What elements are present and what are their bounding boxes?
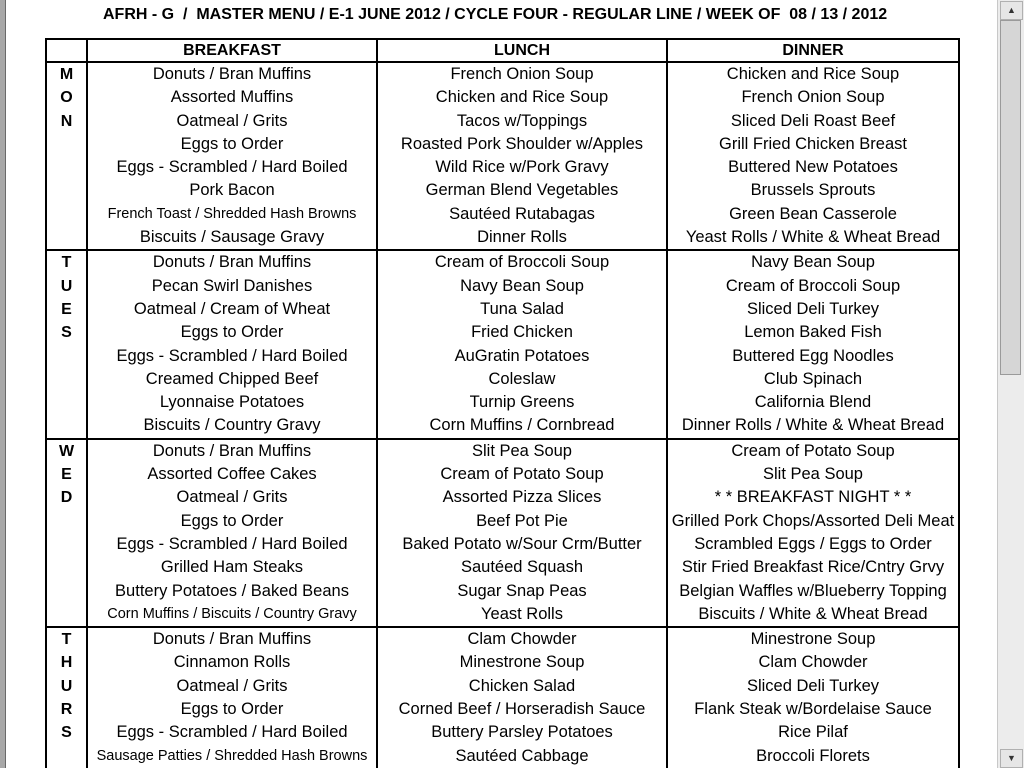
menu-table: [45, 38, 960, 768]
header-day: [46, 39, 87, 62]
menu-item: California Blend: [754, 393, 872, 412]
menu-item: Donuts / Bran Muffins: [152, 630, 312, 649]
menu-item: Oatmeal / Grits: [176, 111, 288, 130]
menu-item: Buttered Egg Noodles: [732, 346, 894, 365]
menu-item: Sautéed Rutabagas: [449, 204, 595, 223]
menu-item: Dinner Rolls: [477, 228, 567, 247]
menu-item: Cream of Broccoli Soup: [725, 276, 901, 295]
menu-item: Turnip Greens: [469, 393, 575, 412]
menu-item: * * BREAKFAST NIGHT * *: [714, 488, 912, 507]
document-page: [6, 0, 997, 768]
day-row: [46, 250, 959, 438]
menu-item: French Onion Soup: [741, 88, 885, 107]
header-lunch: LUNCH: [377, 39, 667, 62]
menu-item: Lyonnaise Potatoes: [159, 393, 305, 412]
day-label-cell: [46, 250, 87, 438]
menu-item: Minestrone Soup: [750, 630, 876, 649]
menu-item: Dinner Rolls / White & Wheat Bread: [681, 416, 945, 435]
menu-item: Green Bean Casserole: [729, 204, 897, 223]
dinner-cell: [667, 627, 959, 768]
menu-item: Stir Fried Breakfast Rice/Cntry Grvy: [681, 558, 945, 577]
breakfast-cell: [87, 62, 377, 250]
day-letter: D: [60, 489, 73, 507]
day-row: [46, 439, 959, 627]
header-breakfast: BREAKFAST: [87, 39, 377, 62]
menu-item: Eggs - Scrambled / Hard Boiled: [116, 346, 348, 365]
menu-item: Navy Bean Soup: [460, 276, 584, 295]
menu-item: Cream of Broccoli Soup: [434, 253, 610, 272]
day-letter: S: [61, 724, 72, 742]
menu-item: Clam Chowder: [467, 630, 577, 649]
header-row: [46, 39, 959, 62]
breakfast-cell: [87, 627, 377, 768]
menu-item: Grilled Ham Steaks: [160, 558, 304, 577]
menu-item: Sautéed Cabbage: [455, 746, 589, 765]
day-label-cell: [46, 439, 87, 627]
menu-item: Donuts / Bran Muffins: [152, 441, 312, 460]
menu-item: Lemon Baked Fish: [744, 323, 882, 342]
menu-item: Baked Potato w/Sour Crm/Butter: [402, 534, 642, 553]
menu-item: Scrambled Eggs / Eggs to Order: [694, 534, 932, 553]
menu-item: Flank Steak w/Bordelaise Sauce: [694, 700, 932, 719]
day-label-cell: [46, 627, 87, 768]
menu-item: Assorted Pizza Slices: [442, 488, 602, 507]
chevron-up-icon: ▲: [1007, 5, 1016, 15]
dinner-cell: [667, 250, 959, 438]
scrollbar-thumb[interactable]: [1000, 20, 1021, 375]
menu-item: Biscuits / Country Gravy: [143, 416, 321, 435]
day-letter: U: [60, 677, 73, 695]
menu-item: Eggs to Order: [180, 511, 284, 530]
menu-item: Slit Pea Soup: [472, 441, 572, 460]
menu-item: Roasted Pork Shoulder w/Apples: [400, 134, 644, 153]
menu-item: Chicken and Rice Soup: [435, 88, 609, 107]
day-letter: R: [60, 701, 73, 719]
dinner-cell: [667, 439, 959, 627]
menu-item: Clam Chowder: [758, 653, 868, 672]
day-label-cell: [46, 62, 87, 250]
day-letter: U: [60, 277, 73, 295]
menu-item: Slit Pea Soup: [763, 465, 863, 484]
day-letter: N: [60, 112, 73, 130]
menu-item: Sugar Snap Peas: [457, 581, 587, 600]
day-letter: E: [61, 300, 72, 318]
page-title: AFRH - G / MASTER MENU / E-1 JUNE 2012 / CYCLE FOUR - REGULAR LINE / WEEK OF 08 / 13 / 2012: [103, 6, 888, 23]
menu-item: Biscuits / Sausage Gravy: [139, 228, 325, 247]
menu-item: Navy Bean Soup: [751, 253, 875, 272]
menu-item: Pork Bacon: [189, 181, 275, 200]
menu-item: Cinnamon Rolls: [173, 653, 291, 672]
lunch-cell: [377, 627, 667, 768]
breakfast-cell: [87, 439, 377, 627]
menu-item: Sautéed Squash: [460, 558, 584, 577]
menu-item: Belgian Waffles w/Blueberry Topping: [679, 581, 947, 600]
menu-item: Minestrone Soup: [459, 653, 585, 672]
scroll-down-button[interactable]: [1000, 749, 1023, 768]
day-letter: E: [61, 466, 72, 484]
menu-item: Club Spinach: [763, 369, 863, 388]
day-letter: T: [61, 254, 72, 272]
menu-item: Rice Pilaf: [778, 723, 848, 742]
menu-item: Eggs to Order: [180, 134, 284, 153]
day-letter: T: [61, 631, 72, 649]
menu-item: Pecan Swirl Danishes: [151, 276, 313, 295]
menu-item: French Onion Soup: [450, 65, 594, 83]
menu-item: Buttery Potatoes / Baked Beans: [115, 581, 349, 600]
menu-item: Assorted Muffins: [170, 88, 294, 107]
menu-item: Donuts / Bran Muffins: [152, 253, 312, 272]
menu-item: Chicken Salad: [468, 676, 576, 695]
menu-item: Wild Rice w/Pork Gravy: [435, 158, 609, 177]
lunch-cell: [377, 62, 667, 250]
menu-item: Oatmeal / Grits: [176, 488, 288, 507]
menu-item: Yeast Rolls: [481, 604, 563, 623]
day-letter: O: [60, 89, 73, 107]
menu-item: Corned Beef / Horseradish Sauce: [398, 700, 646, 719]
menu-item: French Toast / Shredded Hash Browns: [107, 205, 357, 222]
header-dinner: DINNER: [667, 39, 959, 62]
menu-item: Chicken and Rice Soup: [726, 65, 900, 83]
menu-item: Brussels Sprouts: [750, 181, 876, 200]
menu-item: Corn Muffins / Cornbread: [429, 416, 615, 435]
menu-item: Fried Chicken: [471, 323, 573, 342]
menu-item: Oatmeal / Grits: [176, 676, 288, 695]
dinner-cell: [667, 62, 959, 250]
menu-item: AuGratin Potatoes: [454, 346, 590, 365]
chevron-down-icon: ▼: [1007, 753, 1016, 763]
menu-item: Corn Muffins / Biscuits / Country Gravy: [107, 605, 357, 622]
menu-item: Eggs - Scrambled / Hard Boiled: [116, 534, 348, 553]
menu-item: Buttery Parsley Potatoes: [431, 723, 613, 742]
menu-item: Assorted Coffee Cakes: [147, 465, 317, 484]
menu-item: Beef Pot Pie: [476, 511, 568, 530]
day-letter: S: [61, 324, 72, 342]
day-letter: M: [59, 66, 74, 83]
lunch-cell: [377, 439, 667, 627]
menu-item: Tuna Salad: [480, 299, 564, 318]
menu-item: Eggs to Order: [180, 323, 284, 342]
menu-body: [46, 62, 959, 768]
day-letter: W: [58, 442, 75, 460]
lunch-cell: [377, 250, 667, 438]
menu-item: Eggs - Scrambled / Hard Boiled: [116, 158, 348, 177]
menu-item: Biscuits / White & Wheat Bread: [698, 604, 928, 623]
menu-item: Cream of Potato Soup: [731, 441, 895, 460]
menu-item: Sausage Patties / Shredded Hash Browns: [96, 747, 368, 764]
menu-item: Eggs to Order: [180, 700, 284, 719]
menu-item: Sliced Deli Roast Beef: [730, 111, 896, 130]
menu-item: Oatmeal / Cream of Wheat: [133, 299, 331, 318]
menu-item: Tacos w/Toppings: [456, 111, 588, 130]
day-row: [46, 627, 959, 768]
scroll-up-button[interactable]: [1000, 1, 1023, 20]
menu-item: Creamed Chipped Beef: [145, 369, 319, 388]
menu-item: Grill Fried Chicken Breast: [719, 134, 907, 153]
menu-item: Buttered New Potatoes: [728, 158, 898, 177]
menu-item: Sliced Deli Turkey: [746, 676, 880, 695]
menu-item: Cream of Potato Soup: [440, 465, 604, 484]
menu-item: Grilled Pork Chops/Assorted Deli Meat: [671, 511, 955, 530]
menu-item: Broccoli Florets: [756, 746, 870, 765]
menu-item: German Blend Vegetables: [425, 181, 619, 200]
vertical-scrollbar[interactable]: [997, 0, 1024, 768]
day-letter: H: [60, 654, 73, 672]
menu-item: Yeast Rolls / White & Wheat Bread: [685, 228, 941, 247]
day-row: [46, 62, 959, 250]
menu-item: Sliced Deli Turkey: [746, 299, 880, 318]
menu-item: Coleslaw: [488, 369, 556, 388]
menu-item: Eggs - Scrambled / Hard Boiled: [116, 723, 348, 742]
menu-item: Donuts / Bran Muffins: [152, 65, 312, 83]
breakfast-cell: [87, 250, 377, 438]
